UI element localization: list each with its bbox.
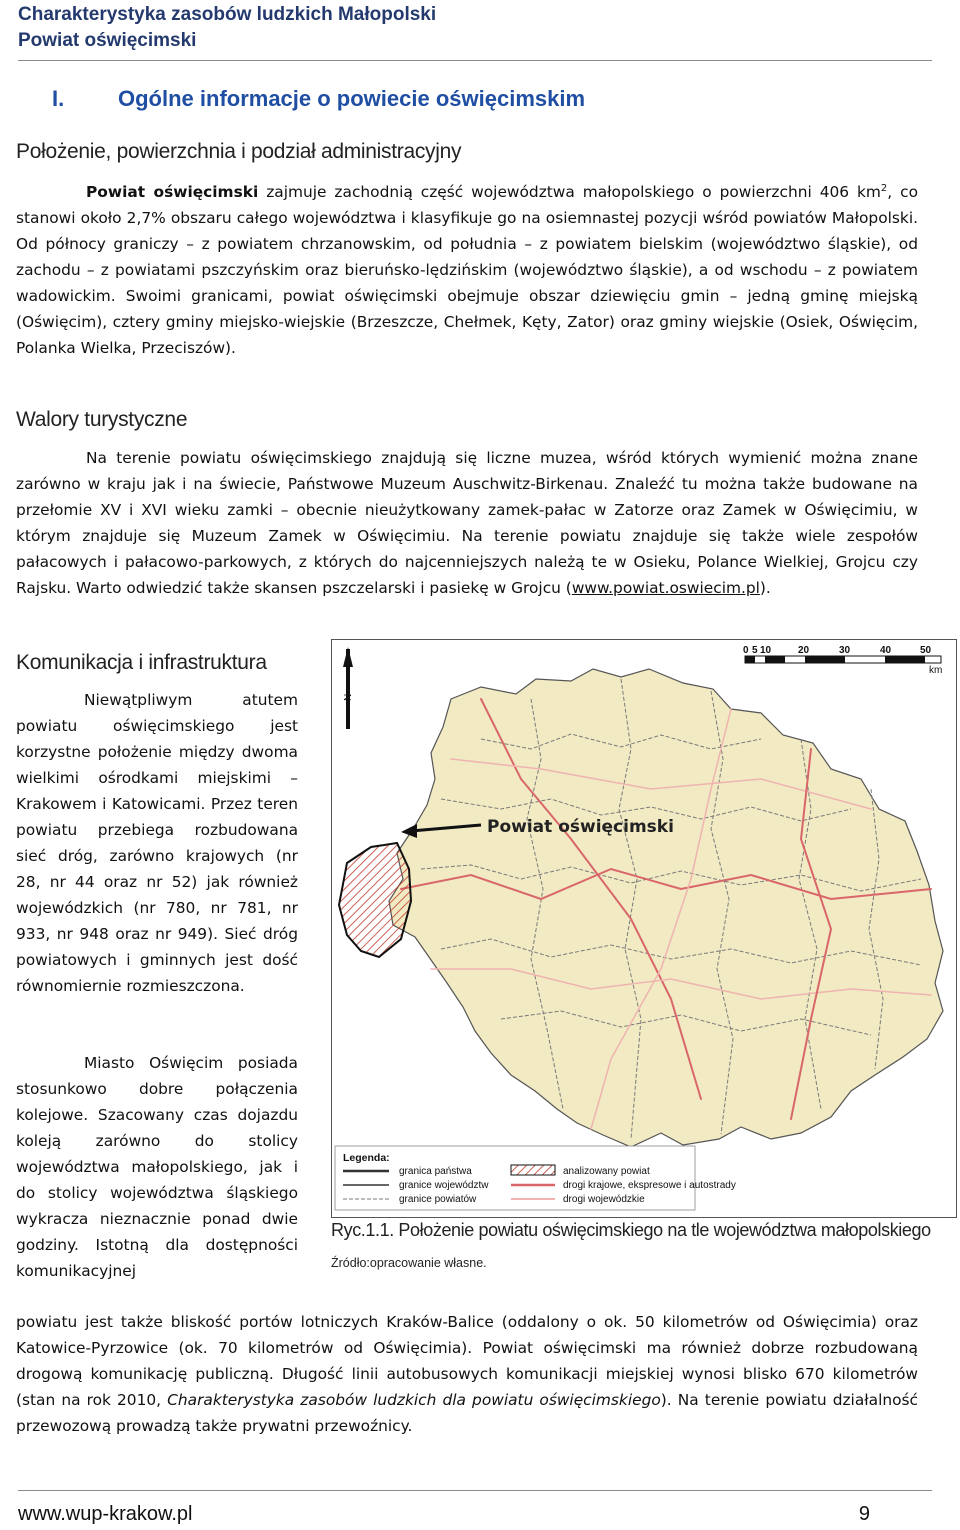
chapter-title (52, 86, 585, 112)
italic-citation: Charakterystyka zasobów ludzkich dla powiatu oświęcimskiego (167, 1391, 661, 1409)
legend-item: analizowany powiat (563, 1166, 650, 1177)
paragraph-text: powiatu jest także bliskość portów lotniczych Kraków-Balice (oddalony o ok. 50 kilometrów od Oświęcimia) oraz Katowice-Pyrzowice (ok. 70 kilometrów od Oświęcimia). Powiat oświęcimski ma również dobrze rozbudowaną drogową komunikację publiczną. Długość linii autobusowych komunikacji miejskiej wynosi blisko 670 kilometrów (stan na rok 2010, (16, 1313, 918, 1409)
map-label: Powiat oświęcimski (487, 817, 674, 837)
website-link[interactable]: www.powiat.oswiecim.pl (571, 579, 760, 597)
paragraph-roads (16, 687, 298, 999)
paragraph-text: zajmuje zachodnią część województwa małopolskiego o powierzchni 406 km (258, 183, 881, 202)
paragraph-text: Na terenie powiatu oświęcimskiego znajdują się liczne muzea, wśród których wymienić można znane zarówno w kraju jak i na świecie, Państwowe Muzeum Auschwitz-Birkenau. Znaleźć tu można także budowane na przełomie XV i XVI wieku zamki – obecnie nieużytkowany zamek-pałac w Zatorze oraz Zamek w Oświęcimiu, w którym znajduje się Muzeum Zamek w Oświęcimiu. Na terenie powiatu znajduje się także wiele zespołów pałacowych i pałacowo-parkowych, z których do najcenniejszych należą te w Osieku, Polance Wielkiej, Grojcu czy Rajsku. Warto odwiedzić także skansen pszczelarski i pasiekę w Grojcu ( (16, 449, 918, 597)
legend-title: Legenda: (343, 1152, 390, 1164)
paragraph-text: , co stanowi około 2,7% obszaru całego województwa i klasyfikuje go na osiemnastej pozycji wśród powiatów Małopolski. Od północy graniczy – z powiatem chrzanowskim, od południa – z powiatem bielskim (województwo śląskie), od zachodu – z powiatami pszczyńskim oraz bieruńsko-lędzińskim (województwo śląskie), a od wschodu – z powiatem wadowickim. Swoimi granicami, powiat oświęcimski obejmuje obszar dziewięciu gmin – jedną gminę miejską (Oświęcim), cztery gminy miejsko-wiejskie (Brzeszcze, Chełmek, Kęty, Zator) oraz gminy wiejskie (Osiek, Oświęcim, Polanka Wielka, Przeciszów). (16, 183, 919, 358)
legend-item: granica państwa (399, 1166, 472, 1177)
paragraph-rail (16, 1050, 298, 1284)
north-label: N (343, 693, 354, 701)
scale-tick: 20 (798, 645, 810, 656)
bold-lead: Powiat oświęcimski (86, 183, 259, 202)
section-heading-transport: Komunikacja i infrastruktura (16, 651, 267, 674)
legend-swatch-county (511, 1165, 555, 1175)
chapter-title-text: Ogólne informacje o powiecie oświęcimskim (118, 86, 586, 111)
scale-tick: 0 (743, 645, 749, 656)
map-figure (331, 639, 957, 1219)
section-heading-location: Położenie, powierzchnia i podział administracyjny (16, 140, 462, 163)
paragraph-airports (16, 1309, 918, 1439)
superscript: 2 (880, 183, 888, 194)
legend-item: granice województw (399, 1180, 489, 1191)
legend-item: drogi wojewódzkie (563, 1194, 645, 1205)
scale-tick: 10 (760, 645, 772, 656)
header-subtitle: Powiat oświęcimski (18, 30, 197, 51)
paragraph-text: Miasto Oświęcim posiada stosunkowo dobre połączenia kolejowe. Szacowany czas dojazdu koleją zarówno do stolicy województwa małopolskiego, jak i do stolicy województwa śląskiego wykracza nieznacznie ponad dwie godziny. Istotną dla dostępności komunikacyjnej (16, 1054, 298, 1280)
legend-item: granice powiatów (399, 1194, 477, 1205)
legend-item: drogi krajowe, ekspresowe i autostrady (563, 1180, 736, 1191)
scale-tick: 30 (839, 645, 851, 656)
paragraph-text: ). (759, 579, 771, 597)
paragraph-tourism (16, 445, 918, 601)
chapter-number: I. (52, 86, 65, 111)
scale-tick: 5 (752, 645, 758, 656)
footer-website: www.wup-krakow.pl (18, 1503, 193, 1525)
page-number: 9 (858, 1503, 870, 1525)
header-divider (18, 60, 932, 61)
scale-tick: 40 (880, 645, 892, 656)
figure-source: Źródło:opracowanie własne. (331, 1256, 487, 1270)
map-legend (335, 1146, 736, 1210)
footer-divider (18, 1490, 932, 1491)
voivodeship-map (331, 639, 957, 1219)
section-heading-tourism: Walory turystyczne (16, 408, 188, 431)
scale-unit: km (929, 665, 943, 676)
running-header (18, 2, 932, 54)
paragraph-text: Niewątpliwym atutem powiatu oświęcimskiego jest korzystne położenie między dwoma wielkimi ośrodkami miejskimi – Krakowem i Katowicami. Przez teren powiatu przebiega rozbudowana sieć dróg, zarówno krajowych (nr 28, nr 44 oraz nr 52) jak również wojewódzkich (nr 780, nr 781, nr 933, nr 948 oraz nr 949). Sieć dróg powiatowych i gminnych jest dość równomiernie rozmieszczona. (16, 691, 298, 995)
figure-caption: Ryc.1.1. Położenie powiatu oświęcimskiego na tle województwa małopolskiego (331, 1220, 931, 1240)
paragraph-text: ). Na terenie powiatu działalność przewozową prowadzą także prywatni przewoźnicy. (16, 1391, 918, 1435)
paragraph-location (16, 176, 918, 361)
scale-tick: 50 (920, 645, 932, 656)
header-title: Charakterystyka zasobów ludzkich Małopolski (18, 4, 437, 25)
